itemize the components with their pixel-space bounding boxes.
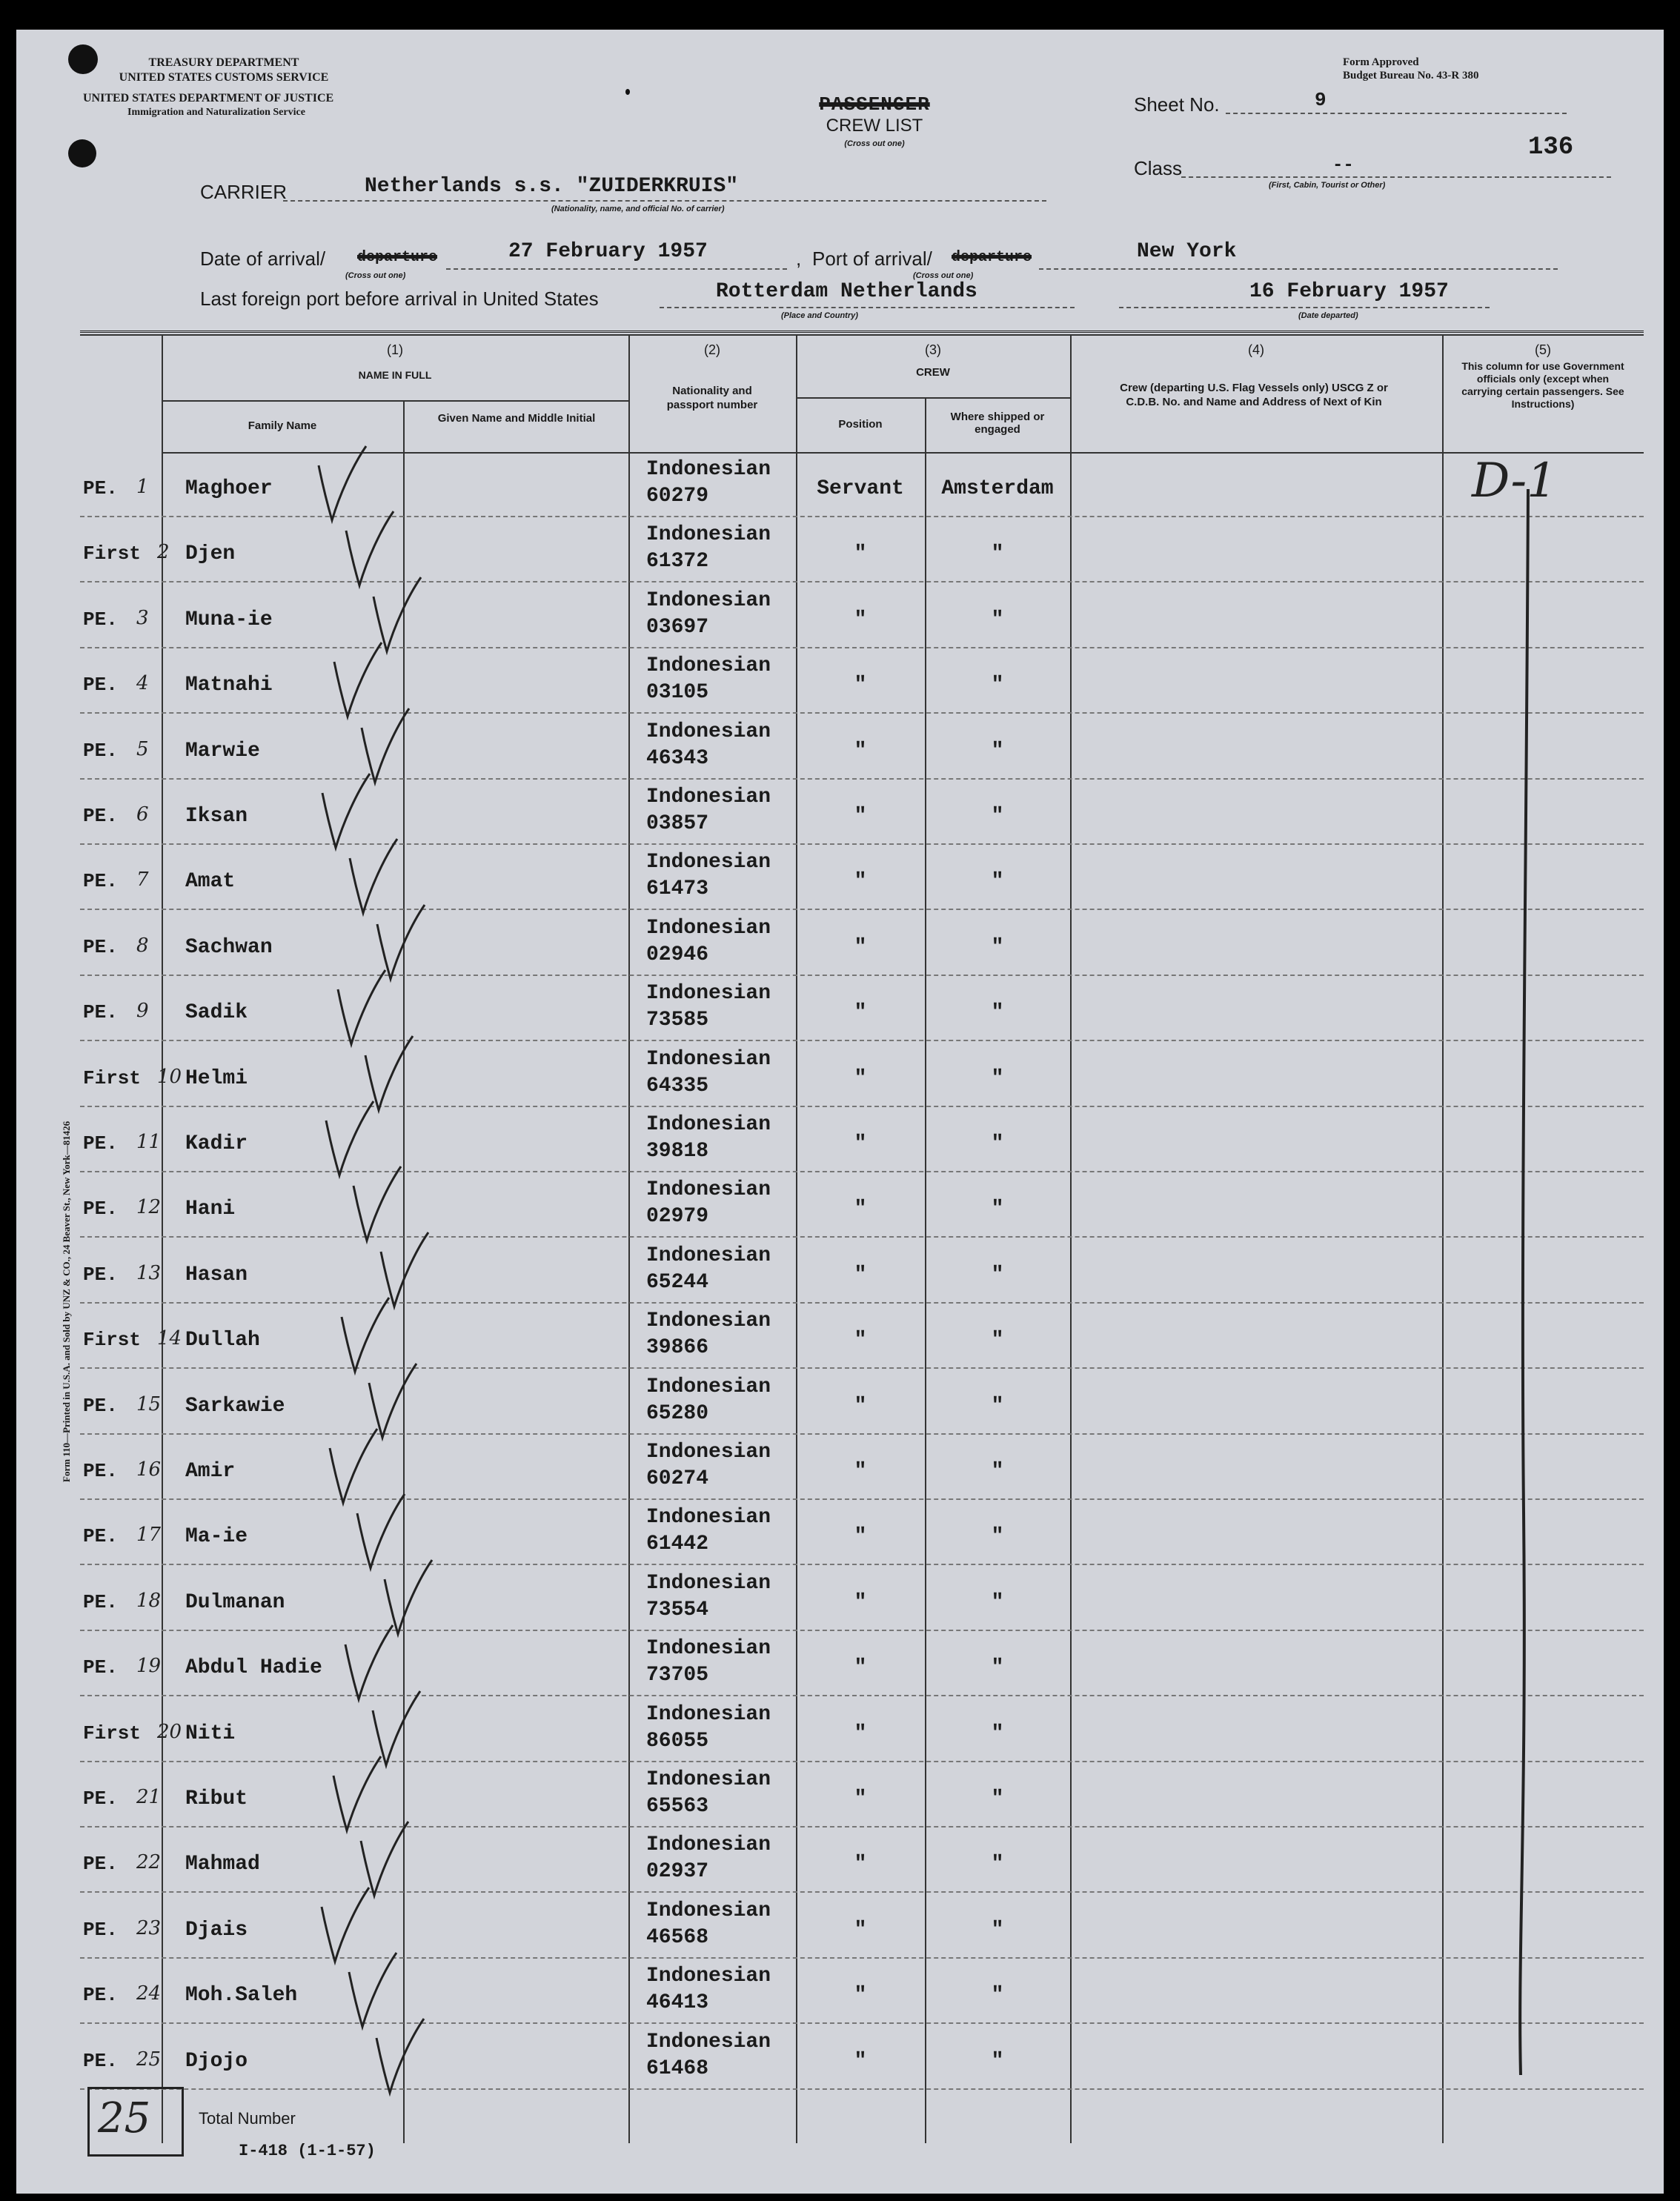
place-hint: (Place and Country): [781, 311, 858, 320]
position-header: Position: [838, 418, 883, 431]
family-name: Mahmad: [185, 1853, 260, 1876]
crew-position: ": [854, 1918, 867, 1942]
where-shipped: ": [991, 1132, 1004, 1155]
given-name-header: Given Name and Middle Initial: [437, 412, 596, 425]
last-port-label: Last foreign port before arrival in United States: [200, 288, 599, 310]
family-name: Abdul Hadie: [185, 1656, 322, 1680]
col5-vertical-stroke: [1491, 474, 1550, 2082]
where-shipped: ": [991, 1394, 1004, 1418]
passport-number: 73705: [646, 1664, 709, 1687]
family-name: Sachwan: [185, 935, 273, 959]
passport-number: 46568: [646, 1925, 709, 1949]
where-shipped: ": [991, 608, 1004, 631]
col4-number: (4): [1248, 342, 1264, 357]
row-separator: [80, 778, 1644, 780]
row-prefix: PE.: [83, 935, 118, 958]
arrival-date-value: 27 February 1957: [508, 240, 708, 263]
punch-hole-mid: [68, 139, 96, 167]
crew-position: ": [854, 1656, 867, 1680]
where-shipped: ": [991, 1656, 1004, 1680]
row-separator: [80, 1106, 1644, 1107]
passport-number: 46343: [646, 746, 709, 770]
passport-number: 64335: [646, 1074, 709, 1098]
row-number: 21: [136, 1786, 162, 1808]
row-separator: [80, 1564, 1644, 1565]
crew-position: ": [854, 1853, 867, 1876]
class-hint: (First, Cabin, Tourist or Other): [1269, 181, 1386, 190]
crew-position: ": [854, 935, 867, 959]
family-name: Hasan: [185, 1263, 248, 1287]
where-shipped: ": [991, 739, 1004, 763]
family-name: Kadir: [185, 1132, 248, 1155]
row-separator: [80, 1171, 1644, 1172]
col1-title: NAME IN FULL: [358, 369, 432, 381]
where-shipped: ": [991, 1066, 1004, 1090]
row-separator: [80, 581, 1644, 582]
row-prefix: PE.: [83, 805, 118, 827]
col5-title: This column for use Government officials only (except when carrying certain passengers. See Instructions): [1461, 360, 1624, 410]
family-name-header: Family Name: [248, 419, 317, 432]
crew-position: ": [854, 1001, 867, 1025]
row-number: 17: [136, 1524, 162, 1547]
row-prefix: PE.: [83, 1656, 118, 1679]
family-name: Dulmanan: [185, 1590, 285, 1614]
nationality: Indonesian: [646, 654, 771, 678]
passenger-struck: PASSENGER: [819, 93, 930, 116]
ink-speck: [625, 89, 630, 95]
row-number: 12: [136, 1196, 162, 1219]
family-name: Helmi: [185, 1066, 248, 1090]
date-departed-value: 16 February 1957: [1249, 280, 1449, 303]
family-name: Djojo: [185, 2049, 248, 2073]
row-prefix: First: [83, 542, 142, 565]
total-count: 25: [98, 2094, 151, 2142]
nationality: Indonesian: [646, 1178, 771, 1202]
nationality: Indonesian: [646, 1702, 771, 1726]
family-name: Djais: [185, 1918, 248, 1942]
nationality: Indonesian: [646, 523, 771, 547]
row-prefix: PE.: [83, 1132, 118, 1155]
passport-number: 61442: [646, 1533, 709, 1556]
family-name: Djen: [185, 542, 236, 566]
port-value: New York: [1137, 240, 1237, 263]
row-prefix: PE.: [83, 1918, 118, 1941]
crew-position: ": [854, 1525, 867, 1549]
passport-number: 60279: [646, 485, 709, 508]
row-number: 4: [136, 672, 149, 695]
row-separator: [80, 1367, 1644, 1369]
row-separator: [80, 975, 1644, 976]
treasury-dept: TREASURY DEPARTMENT: [148, 56, 299, 69]
where-shipped: ": [991, 1263, 1004, 1287]
carrier-hint: (Nationality, name, and official No. of carrier): [551, 205, 725, 213]
where-shipped: ": [991, 1001, 1004, 1025]
where-shipped: ": [991, 1525, 1004, 1549]
passport-number: 73554: [646, 1598, 709, 1621]
row-number: 10: [157, 1065, 182, 1088]
crew-position: ": [854, 542, 867, 566]
row-separator: [80, 1302, 1644, 1304]
col5-number: (5): [1535, 342, 1551, 357]
row-prefix: PE.: [83, 674, 118, 697]
row-prefix: PE.: [83, 2049, 118, 2072]
row-separator: [80, 1826, 1644, 1827]
family-name: Matnahi: [185, 674, 273, 697]
crew-position: ": [854, 1984, 867, 2008]
nationality: Indonesian: [646, 1309, 771, 1333]
nationality: Indonesian: [646, 1637, 771, 1661]
nationality: Indonesian: [646, 1571, 771, 1595]
passport-number: 02937: [646, 1860, 709, 1884]
col2-title: Nationality and passport number: [666, 385, 758, 411]
passport-number: 65563: [646, 1795, 709, 1818]
nationality: Indonesian: [646, 1506, 771, 1530]
col1-number: (1): [387, 342, 403, 357]
row-prefix: PE.: [83, 1787, 118, 1810]
row-separator: [80, 2022, 1644, 2024]
nationality: Indonesian: [646, 458, 771, 481]
nationality: Indonesian: [646, 1833, 771, 1857]
family-name: Amir: [185, 1460, 236, 1483]
family-name: Ma-ie: [185, 1525, 248, 1549]
form-code: I-418 (1-1-57): [239, 2142, 376, 2160]
row-number: 14: [157, 1327, 182, 1350]
nationality: Indonesian: [646, 1375, 771, 1398]
where-shipped: ": [991, 1590, 1004, 1614]
row-prefix: PE.: [83, 1984, 118, 2007]
ins-service: Immigration and Naturalization Service: [127, 107, 305, 118]
crew-position: ": [854, 1198, 867, 1221]
cross-out-hint: (Cross out one): [844, 139, 905, 148]
list-title: CREW LIST: [826, 116, 923, 136]
row-prefix: PE.: [83, 1001, 118, 1024]
family-name: Ribut: [185, 1787, 248, 1810]
passport-number: 03105: [646, 681, 709, 705]
row-number: 11: [136, 1131, 162, 1153]
where-shipped: ": [991, 1722, 1004, 1745]
row-prefix: PE.: [83, 870, 118, 893]
row-prefix: PE.: [83, 1590, 118, 1613]
crew-position: ": [854, 1066, 867, 1090]
nationality: Indonesian: [646, 1768, 771, 1791]
nationality: Indonesian: [646, 1113, 771, 1136]
total-label: Total Number: [199, 2109, 296, 2128]
row-prefix: PE.: [83, 1525, 118, 1548]
family-name: Maghoer: [185, 477, 273, 500]
arrival-cross-hint: (Cross out one): [345, 271, 406, 280]
arrival-date-label: Date of arrival/: [200, 248, 326, 270]
crew-position: ": [854, 2049, 867, 2073]
row-number: 7: [136, 869, 149, 892]
passport-number: 02946: [646, 943, 709, 966]
row-prefix: PE.: [83, 1394, 118, 1417]
passport-number: 60274: [646, 1467, 709, 1490]
where-shipped: ": [991, 1460, 1004, 1483]
row-prefix: First: [83, 1722, 142, 1744]
last-port-value: Rotterdam Netherlands: [716, 280, 977, 303]
crew-position: ": [854, 1590, 867, 1614]
row-number: 3: [136, 606, 149, 629]
row-separator: [80, 909, 1644, 910]
row-prefix: First: [83, 1066, 142, 1089]
passport-number: 65244: [646, 1270, 709, 1294]
row-number: 15: [136, 1392, 162, 1415]
crew-position: Servant: [817, 477, 904, 500]
class-label: Class: [1134, 157, 1183, 179]
row-number: 9: [136, 1000, 149, 1023]
row-number: 13: [136, 1261, 162, 1284]
sheet-label: Sheet No.: [1134, 93, 1220, 116]
where-shipped: ": [991, 1787, 1004, 1810]
nationality: Indonesian: [646, 588, 771, 612]
family-name: Sadik: [185, 1001, 248, 1025]
where-shipped: Amsterdam: [941, 477, 1054, 500]
where-shipped: ": [991, 542, 1004, 566]
nationality: Indonesian: [646, 1244, 771, 1267]
passport-number: 03857: [646, 812, 709, 835]
row-prefix: PE.: [83, 1198, 118, 1221]
row-separator: [80, 1040, 1644, 1041]
nationality: Indonesian: [646, 1965, 771, 1988]
passport-number: 46413: [646, 1991, 709, 2015]
row-number: 18: [136, 1589, 162, 1612]
row-separator: [80, 1236, 1644, 1238]
family-name: Muna-ie: [185, 608, 273, 631]
crew-position: ": [854, 870, 867, 894]
row-separator: [80, 1498, 1644, 1500]
col3-title: CREW: [916, 366, 950, 379]
port-struck: departure: [952, 249, 1032, 266]
where-shipped-header: Where shipped or engaged: [950, 411, 1045, 436]
class-value: --: [1332, 156, 1354, 176]
family-name: Iksan: [185, 805, 248, 828]
row-separator: [80, 1761, 1644, 1762]
passport-number: 61473: [646, 877, 709, 901]
nationality: Indonesian: [646, 720, 771, 743]
crew-position: ": [854, 805, 867, 828]
row-number: 6: [136, 803, 149, 826]
row-number: 16: [136, 1458, 162, 1481]
port-label: Port of arrival/: [812, 248, 932, 270]
carrier-label: CARRIER: [200, 181, 288, 203]
check-mark: [371, 2016, 430, 2097]
row-prefix: First: [83, 1329, 142, 1352]
passport-number: 61468: [646, 2056, 709, 2080]
row-number: 5: [136, 737, 149, 760]
printer-imprint: Form 110—Printed in U.S.A. and Sold by UNZ & CO., 24 Beaver St., New York—81426: [61, 1121, 72, 1482]
crew-position: ": [854, 1132, 867, 1155]
passport-number: 65280: [646, 1401, 709, 1425]
nationality: Indonesian: [646, 851, 771, 874]
row-number: 8: [136, 934, 149, 957]
passport-number: 73585: [646, 1009, 709, 1032]
where-shipped: ": [991, 1329, 1004, 1352]
nationality: Indonesian: [646, 1047, 771, 1071]
where-shipped: ": [991, 2049, 1004, 2073]
family-name: Moh.Saleh: [185, 1984, 298, 2008]
row-separator: [80, 1957, 1644, 1959]
family-name: Amat: [185, 870, 236, 894]
arrival-date-struck: departure: [357, 249, 438, 266]
row-number: 23: [136, 1916, 162, 1939]
crew-position: ": [854, 1263, 867, 1287]
passport-number: 86055: [646, 1729, 709, 1753]
row-number: 1: [136, 476, 149, 498]
row-prefix: PE.: [83, 477, 118, 499]
carrier-value: Netherlands s.s. "ZUIDERKRUIS": [365, 175, 739, 198]
passport-number: 39866: [646, 1336, 709, 1360]
crew-position: ": [854, 1787, 867, 1810]
row-prefix: PE.: [83, 1460, 118, 1482]
crew-position: ": [854, 1722, 867, 1745]
crew-position: ": [854, 608, 867, 631]
row-separator: [80, 843, 1644, 845]
row-number: 24: [136, 1982, 162, 2005]
where-shipped: ": [991, 805, 1004, 828]
port-cross-hint: (Cross out one): [913, 271, 974, 280]
nationality: Indonesian: [646, 982, 771, 1006]
sheet-number: 9: [1315, 89, 1327, 111]
col3-number: (3): [925, 342, 941, 357]
crew-position: ": [854, 739, 867, 763]
col2-number: (2): [704, 342, 720, 357]
where-shipped: ": [991, 1984, 1004, 2008]
row-separator: [80, 647, 1644, 648]
col5-note: D-1: [1472, 454, 1557, 508]
passport-number: 02979: [646, 1205, 709, 1229]
row-separator: [80, 2088, 1644, 2090]
crew-position: ": [854, 1460, 867, 1483]
document-page: TREASURY DEPARTMENT UNITED STATES CUSTOMS SERVICE UNITED STATES DEPARTMENT OF JUSTICE Immigration and Naturalization Service Form Approved Budget Bureau No. 43-R 380 PASSENGER CREW LIST (Cross out one) Sheet No. 9 136 Class -- (First, Cabin, Tourist or Other) CARRIER Netherlands s.s. "ZUIDERKRUIS" (Nationality, name, and official No. of carrier) Date of arrival/ departure 27 February 1957 (Cross out one) , Port of arrival/ departure New York (Cross out one) Last foreign port before arrival in United States Rotterdam Netherlands (Place and Country) 16 February 1957 (Date departed) (1) NAME IN FULL Family Name Given Name and Middle Initial (2) Nationality and passport number (3) CREW Position Where shipped or engaged (4) Crew (departing U.S. Flag Vessels only) USCG Z or C.D.B. No. and Name and Address of Next of Kin (5) This column for use Government officials only (except when carrying certain passengers. See Instructions) PE. 1 Maghoer Indonesian 60279 Servant Amsterdam First 2 Djen Indonesian 61372 " " PE. 3 Muna-ie Indonesian 03697 " " PE. 4 Matnahi Indonesian 03105 " " PE. 5 Marwie Indonesian 46343 " " PE. 6 Iksan Indonesian 03857 " " PE. 7 Amat Indonesian 61473 " " PE. 8 Sachwan Indonesian 02946 " " PE. 9 Sadik Indonesian 73585 " " First 10 Helmi Indonesian 64335 " " PE. 11 Kadir Indonesian 39818 " " PE. 12 Hani Indonesian 02979 " " PE. 13 Hasan Indonesian 65244 " " First 14 Dullah Indonesian 39866 " " PE. 15 Sarkawie Indonesian 65280 " " PE. 16 Amir Indonesian 60274 " " PE. 17 Ma-ie Indonesian 61442 " " PE. 18 Dulmanan Indonesian 73554 " " PE. 19 Abdul Hadie Indonesian 73705 " " First 20 Niti Indonesian 86055 " " PE. 21 Ribut Indonesian 65563 " " PE. 22 Mahmad Indonesian 02937 " " PE. 23 Djais Indonesian 46568 " " PE. 24 Moh.Saleh Indonesian 46413 " " PE. 25 Djojo Indonesian 61468 " " D-1 Form 110—Printed in U.S.A. and Sold by UNZ & CO., 24 Beaver St., New York—81426 25 Total Number I-418 (1-1-57): [16, 30, 1664, 2194]
row-number: 25: [136, 2048, 162, 2071]
row-prefix: PE.: [83, 1263, 118, 1286]
date-departed-hint: (Date departed): [1298, 311, 1358, 320]
where-shipped: ": [991, 1198, 1004, 1221]
col4-title: Crew (departing U.S. Flag Vessels only) USCG Z or C.D.B. No. and Name and Address of Next of Kin: [1120, 382, 1388, 408]
family-name: Dullah: [185, 1329, 260, 1352]
page-number: 136: [1528, 133, 1574, 162]
where-shipped: ": [991, 674, 1004, 697]
nationality: Indonesian: [646, 1441, 771, 1464]
justice-dept: UNITED STATES DEPARTMENT OF JUSTICE: [83, 92, 334, 104]
form-approved: Form Approved: [1343, 56, 1419, 68]
nationality: Indonesian: [646, 1899, 771, 1922]
family-name: Niti: [185, 1722, 236, 1745]
family-name: Sarkawie: [185, 1394, 285, 1418]
where-shipped: ": [991, 870, 1004, 894]
row-separator: [80, 1695, 1644, 1696]
customs-service: UNITED STATES CUSTOMS SERVICE: [119, 71, 329, 84]
where-shipped: ": [991, 1918, 1004, 1942]
family-name: Hani: [185, 1198, 236, 1221]
row-prefix: PE.: [83, 1853, 118, 1876]
nationality: Indonesian: [646, 916, 771, 940]
row-separator: [80, 1433, 1644, 1435]
row-prefix: PE.: [83, 739, 118, 762]
crew-position: ": [854, 674, 867, 697]
where-shipped: ": [991, 935, 1004, 959]
budget-bureau: Budget Bureau No. 43-R 380: [1343, 70, 1479, 82]
row-separator: [80, 712, 1644, 714]
row-prefix: PE.: [83, 608, 118, 631]
crew-position: ": [854, 1394, 867, 1418]
row-separator: [80, 1630, 1644, 1631]
row-number: 22: [136, 1851, 162, 1874]
nationality: Indonesian: [646, 2030, 771, 2054]
row-number: 19: [136, 1655, 162, 1678]
passport-number: 61372: [646, 550, 709, 574]
family-name: Marwie: [185, 739, 260, 763]
passport-number: 39818: [646, 1140, 709, 1163]
where-shipped: ": [991, 1853, 1004, 1876]
row-separator: [80, 1891, 1644, 1893]
passport-number: 03697: [646, 615, 709, 639]
crew-position: ": [854, 1329, 867, 1352]
row-number: 20: [157, 1720, 182, 1743]
nationality: Indonesian: [646, 786, 771, 809]
row-number: 2: [157, 541, 170, 564]
